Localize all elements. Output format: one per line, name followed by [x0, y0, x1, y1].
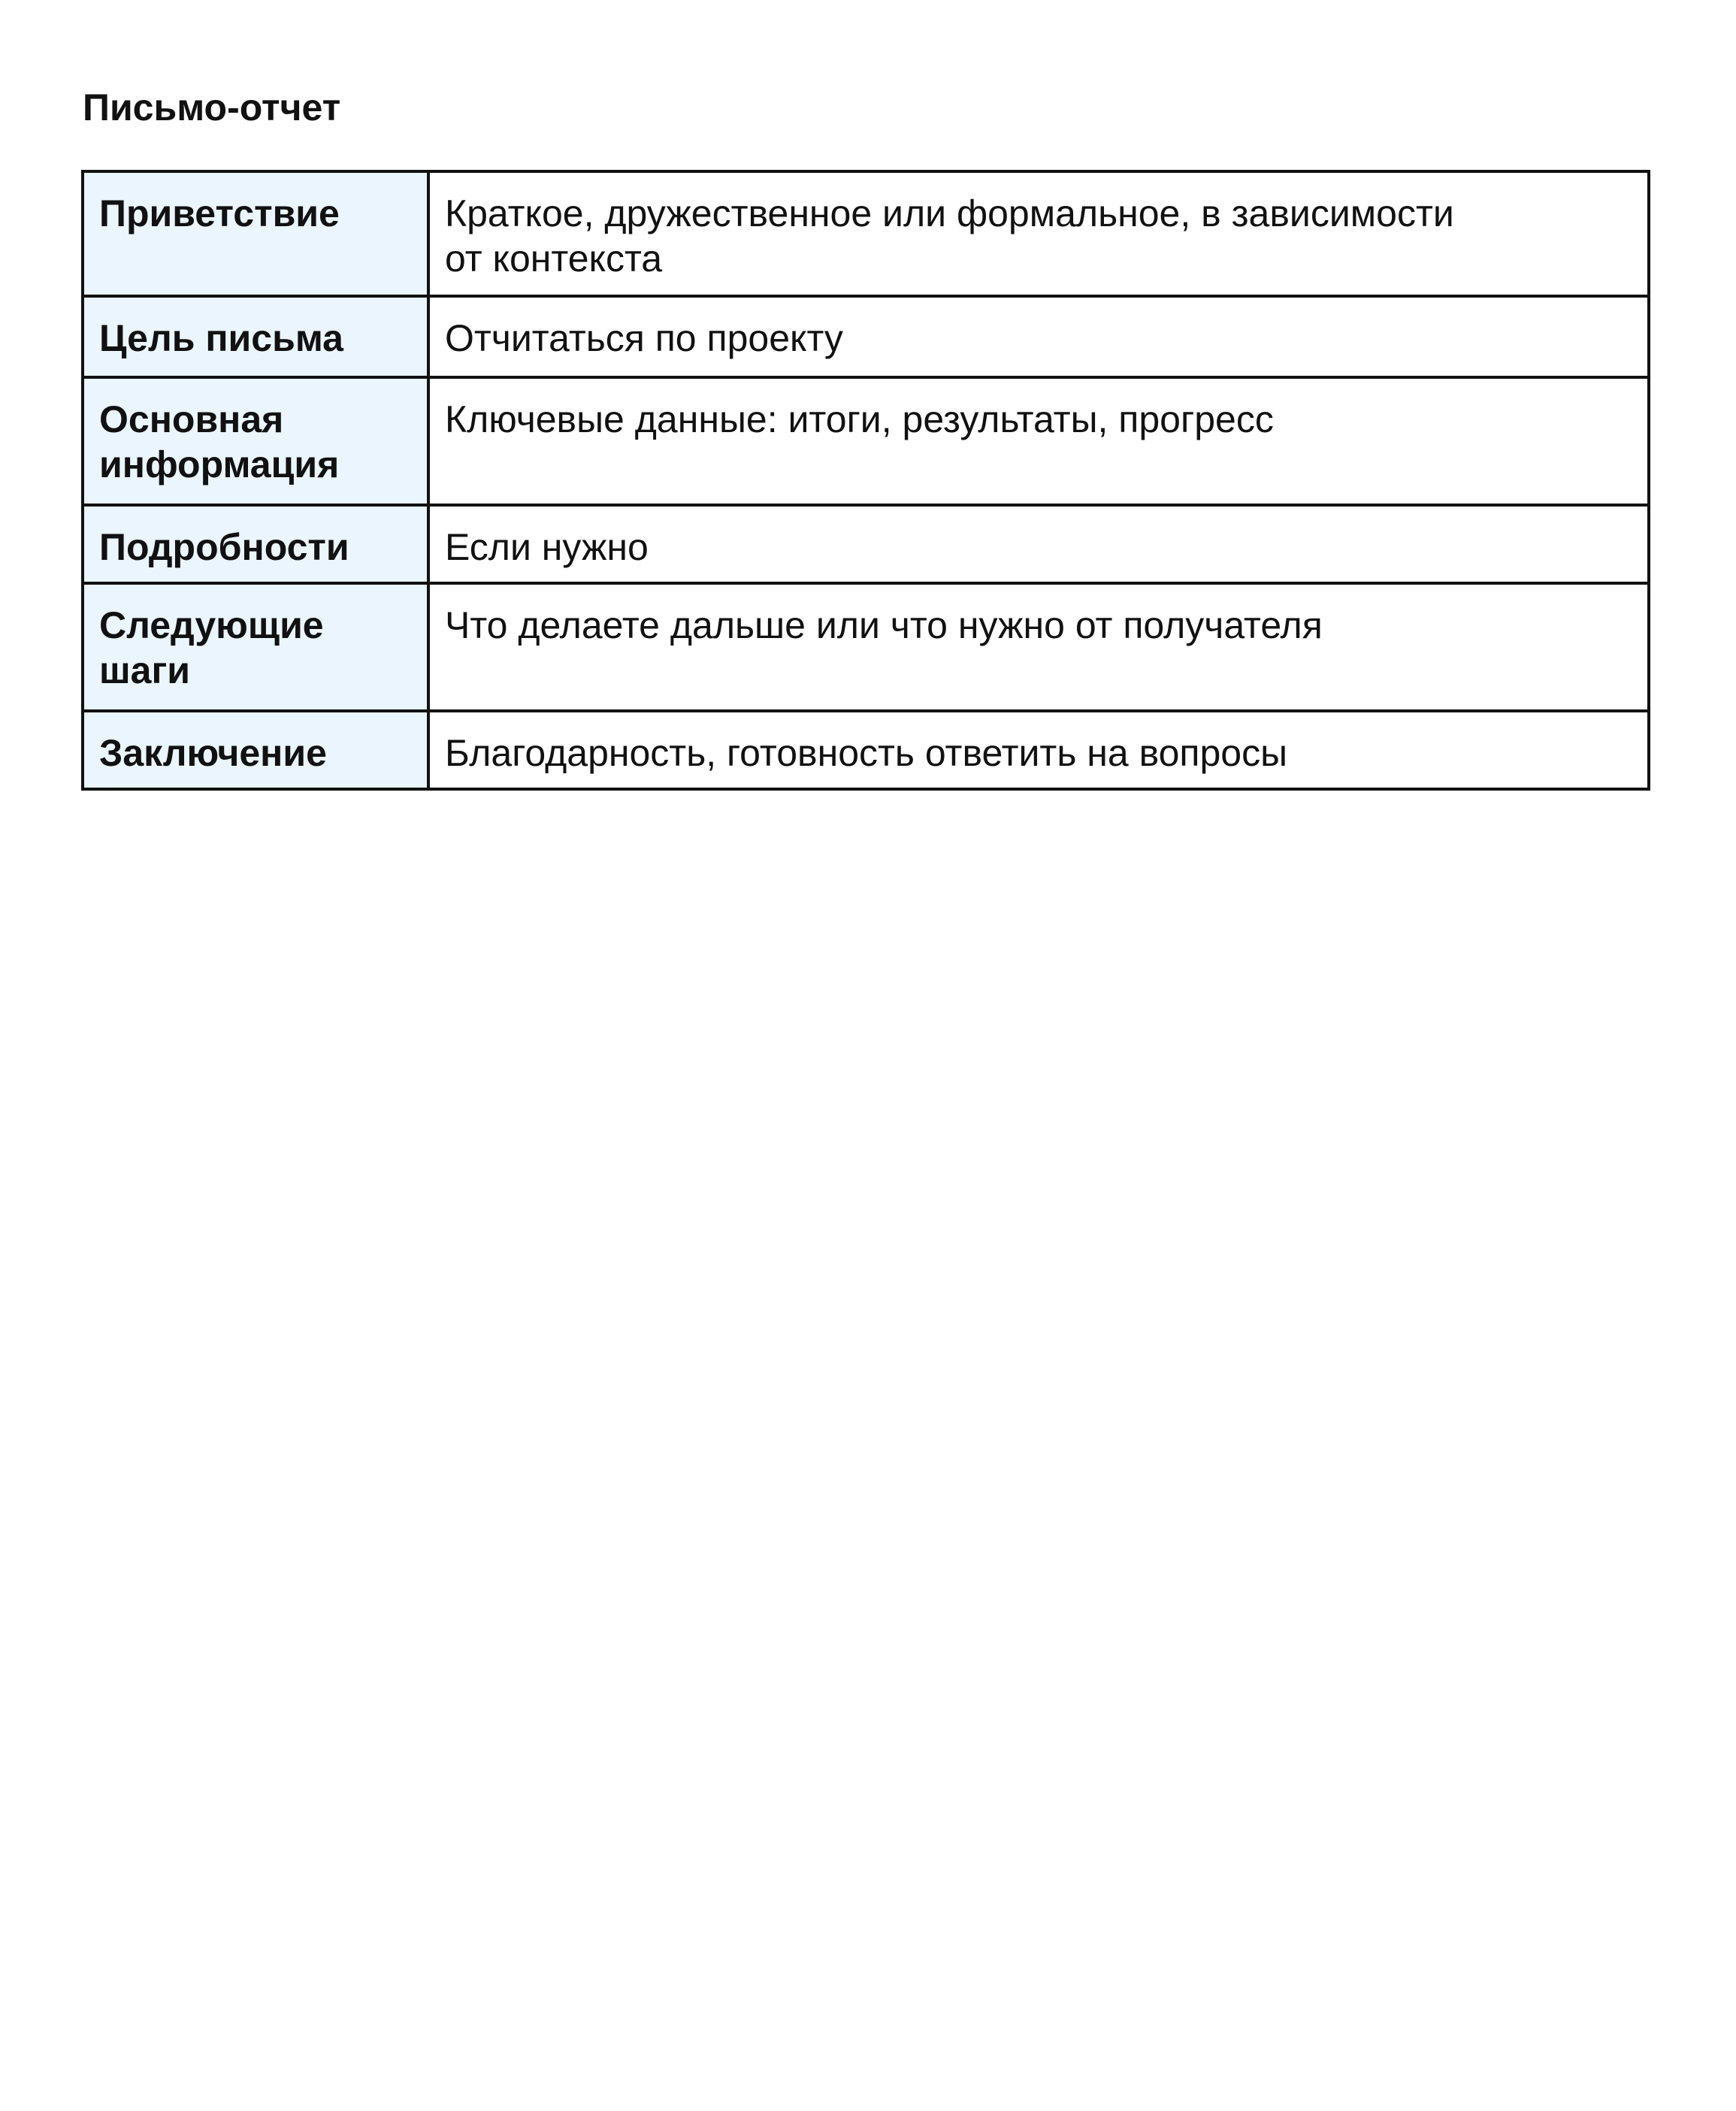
row-label: Основная информация: [99, 398, 340, 485]
row-value: Ключевые данные: итоги, результаты, прогресс: [445, 398, 1274, 440]
row-value: Если нужно: [445, 526, 649, 568]
table-row: [83, 171, 1649, 296]
row-value: Благодарность, готовность ответить на вопросы: [445, 732, 1288, 774]
letter-structure-table: [81, 170, 1650, 791]
table-row: [83, 296, 1649, 377]
row-value: Что делаете дальше или что нужно от получателя: [445, 604, 1323, 646]
row-value: Краткое, дружественное или формальное, в зависимости от контекста: [445, 192, 1454, 280]
row-label-cell: [83, 296, 428, 377]
row-value: Отчитаться по проекту: [445, 317, 843, 359]
table-row: [83, 583, 1649, 711]
row-label: Заключение: [99, 732, 327, 774]
row-label-cell: [83, 505, 428, 583]
row-value-cell: [428, 296, 1649, 377]
row-label-cell: [83, 711, 428, 789]
row-label-cell: [83, 171, 428, 296]
row-label-cell: [83, 583, 428, 711]
table-row: [83, 711, 1649, 789]
table-row: [83, 377, 1649, 505]
row-label-cell: [83, 377, 428, 505]
table-row: [83, 505, 1649, 583]
row-value-cell: [428, 583, 1649, 711]
row-label: Следующие шаги: [99, 604, 324, 691]
row-value-cell: [428, 377, 1649, 505]
document-title: Письмо-отчет: [83, 86, 341, 129]
row-label: Подробности: [99, 526, 349, 568]
row-value-cell: [428, 171, 1649, 296]
row-label: Приветствие: [99, 192, 340, 234]
row-label: Цель письма: [99, 317, 343, 359]
row-value-cell: [428, 711, 1649, 789]
row-value-cell: [428, 505, 1649, 583]
